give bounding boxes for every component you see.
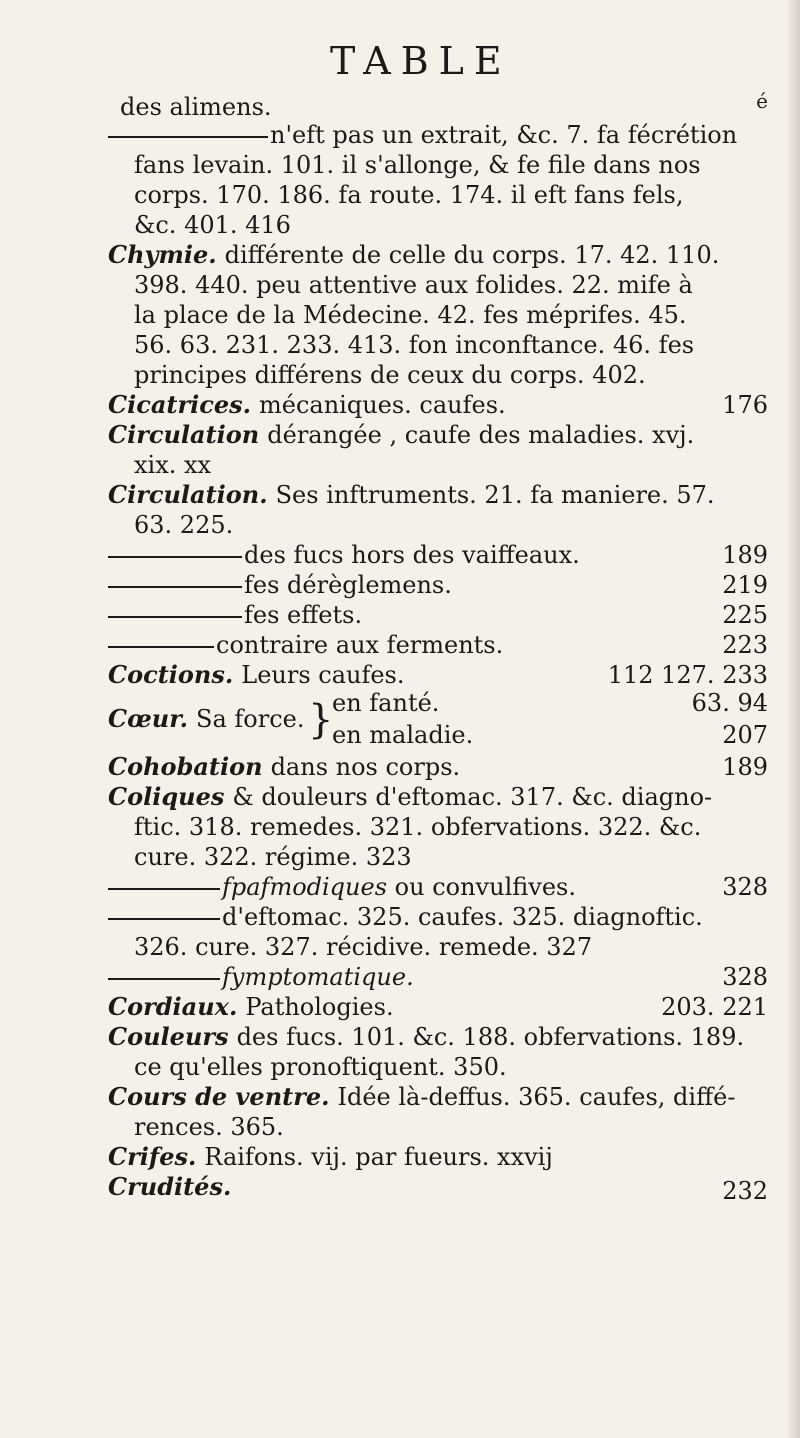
entry-text: d'eftomac. 325. caufes. 325. diagnoftic. (222, 903, 703, 931)
index-line (134, 180, 683, 210)
index-line (108, 1082, 735, 1112)
page-ref: 207 (722, 721, 768, 749)
index-line (134, 300, 687, 330)
entry-text: 63. 225. (134, 511, 234, 539)
index-line (108, 1142, 553, 1172)
index-line (108, 782, 712, 812)
corner-mark: é (756, 89, 768, 113)
index-line (108, 570, 452, 600)
entry-text: Sa force. (196, 705, 305, 733)
page-ref: 112 127. 233 (607, 661, 768, 689)
entry-text: des fucs. 101. &c. 188. obfervations. 189. (236, 1023, 745, 1051)
index-line (108, 660, 405, 690)
ditto-dash (108, 556, 242, 558)
index-line (108, 630, 503, 660)
index-line (134, 510, 233, 540)
index-line (134, 270, 693, 300)
index-line (108, 600, 362, 630)
page-ref: 189 (722, 541, 768, 569)
entry-text: cure. 322. régime. 323 (134, 843, 412, 871)
ditto-dash (108, 616, 242, 618)
index-line (134, 812, 701, 842)
entry-text: des fucs hors des vaiffeaux. (244, 541, 580, 569)
page-ref: 63. 94 (691, 689, 768, 717)
entry-heading: Cours de ventre. (108, 1082, 330, 1111)
index-line (134, 360, 646, 390)
page-ref: 189 (722, 753, 768, 781)
entry-heading: Cordiaux. (108, 992, 238, 1021)
entry-text: Idée là-deffus. 365. caufes, diffé- (337, 1083, 736, 1111)
ditto-dash (108, 586, 242, 588)
entry-text: des alimens. (120, 93, 272, 121)
entry-text: rences. 365. (134, 1113, 284, 1141)
entry-text: fes effets. (244, 601, 363, 629)
index-line (120, 92, 272, 122)
entry-text: différente de celle du corps. 17. 42. 110. (224, 241, 720, 269)
entry-text: & douleurs d'eftomac. 317. &c. diagno- (232, 783, 713, 811)
ditto-dash (108, 978, 220, 980)
index-line (108, 962, 414, 992)
index-line (134, 210, 291, 240)
entry-text: corps. 170. 186. fa route. 174. il eft fans fels, (134, 181, 684, 209)
entry-text: 326. cure. 327. récidive. remede. 327 (134, 933, 593, 961)
entry-heading: Couleurs (108, 1022, 229, 1051)
entry-text: fans levain. 101. il s'allonge, & fe file dans nos (134, 151, 701, 179)
entry-text: ou convulfives. (394, 873, 576, 901)
index-line (134, 1052, 507, 1082)
entry-subheading: fpafmodiques (222, 873, 388, 901)
entry-text: ce qu'elles pronoftiquent. 350. (134, 1053, 507, 1081)
page-ref: 203. 221 (661, 993, 768, 1021)
entry-heading: Chymie. (108, 240, 217, 269)
index-line (108, 992, 394, 1022)
index-line (108, 540, 580, 570)
index-line (134, 150, 701, 180)
entry-text: la place de la Médecine. 42. fes méprifes. 45. (134, 301, 687, 329)
index-line (108, 1172, 239, 1202)
brace-option: en fanté. (332, 689, 440, 717)
entry-heading: Circulation. (108, 480, 268, 509)
page-ref: 223 (722, 631, 768, 659)
page-ref: 328 (722, 963, 768, 991)
index-line (108, 480, 715, 510)
brace-option: en maladie. (332, 721, 474, 749)
entry-heading: Crudités. (108, 1172, 232, 1201)
page-title: TABLE (330, 39, 512, 83)
entry-subheading: fymptomatique. (222, 963, 414, 991)
entry-text: Pathologies. (245, 993, 394, 1021)
entry-text: Raifons. vij. par fueurs. xxvij (204, 1143, 553, 1171)
entry-heading: Coliques (108, 782, 225, 811)
entry-text: Ses inftruments. 21. fa maniere. 57. (275, 481, 715, 509)
entry-text: dérangée , caufe des maladies. xvj. (267, 421, 695, 449)
entry-text: mécaniques. caufes. (258, 391, 506, 419)
page-ref: 232 (722, 1177, 768, 1205)
entry-text: principes différens de ceux du corps. 402. (134, 361, 646, 389)
entry-text: Leurs caufes. (241, 661, 405, 689)
index-line (134, 450, 211, 480)
index-line (134, 1112, 284, 1142)
entry-text: 398. 440. peu attentive aux folides. 22. mife à (134, 271, 693, 299)
entry-heading: Cicatrices. (108, 390, 251, 419)
page-ref: 176 (722, 391, 768, 419)
entry-text: xix. xx (134, 451, 212, 479)
index-line (108, 240, 719, 270)
entry-heading: Cohobation (108, 752, 263, 781)
page-ref: 219 (722, 571, 768, 599)
index-line (134, 330, 694, 360)
index-line (134, 842, 412, 872)
page-ref: 328 (722, 873, 768, 901)
entry-text: contraire aux ferments. (216, 631, 504, 659)
entry-heading: Circulation (108, 420, 260, 449)
entry-heading-group (108, 704, 304, 733)
index-line (108, 420, 694, 450)
index-line (108, 752, 460, 782)
index-line (108, 390, 506, 420)
entry-text: 56. 63. 231. 233. 413. fon inconftance. 46. fes (134, 331, 695, 359)
index-line (108, 120, 737, 150)
index-line (108, 1022, 744, 1052)
entry-heading: Cœur. (108, 704, 189, 733)
entry-text: &c. 401. 416 (134, 211, 291, 239)
index-line (134, 932, 592, 962)
brace-icon: } (308, 697, 334, 743)
ditto-dash (108, 888, 220, 890)
index-line (108, 872, 576, 902)
entry-text: n'eft pas un extrait, &c. 7. fa fécrétion (270, 121, 738, 149)
entry-text: fes dérèglemens. (244, 571, 452, 599)
entry-heading: Coctions. (108, 660, 234, 689)
ditto-dash (108, 136, 268, 138)
entry-heading: Crifes. (108, 1142, 197, 1171)
entry-text: dans nos corps. (270, 753, 461, 781)
ditto-dash (108, 918, 220, 920)
index-line (108, 902, 703, 932)
entry-text: ftic. 318. remedes. 321. obfervations. 322. &c. (134, 813, 702, 841)
page-ref: 225 (722, 601, 768, 629)
ditto-dash (108, 646, 214, 648)
